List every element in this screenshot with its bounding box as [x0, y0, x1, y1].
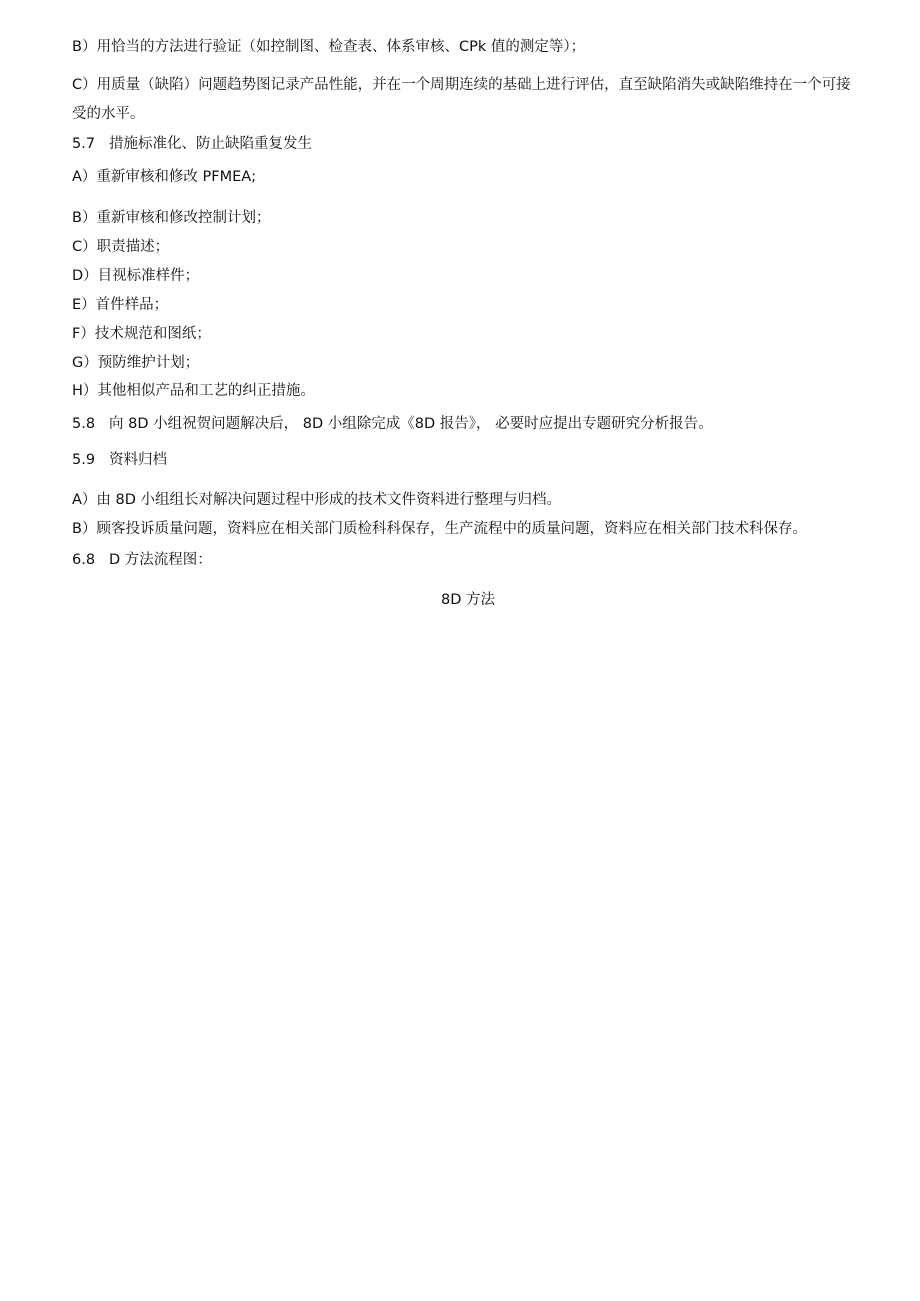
item-g-maintenance-plan: G）预防维护计划；	[72, 355, 200, 371]
section-5-8-paragraph	[72, 410, 713, 439]
section-title: 措施标准化、防止缺陷重复发生	[109, 136, 312, 152]
item-h-other-corrective: H）其他相似产品和工艺的纠正措施。	[72, 383, 315, 399]
item-e-first-article: E）首件样品；	[72, 297, 169, 313]
item-f-spec-drawings: F）技术规范和图纸；	[72, 326, 211, 342]
section-6-8-heading	[72, 546, 212, 575]
item-b-control-plan: B）重新审核和修改控制计划；	[72, 210, 271, 226]
item-a-archive: A）由 8D 小组组长对解决问题过程中形成的技术文件资料进行整理与归档。	[72, 492, 562, 508]
section-title: 资料归档	[109, 452, 167, 468]
section-number: 6.8	[72, 552, 96, 568]
item-d-visual-sample: D）目视标准样件；	[72, 268, 200, 284]
section-5-7-heading	[72, 130, 312, 159]
section-number: 5.8	[72, 416, 96, 432]
section-5-9-heading	[72, 446, 167, 475]
item-c-responsibility: C）职责描述；	[72, 239, 170, 255]
section-number: 5.7	[72, 136, 96, 152]
figure-title: 8D 方法	[441, 592, 495, 608]
item-b-verification: B）用恰当的方法进行验证（如控制图、检查表、体系审核、CPk 值的测定等）；	[72, 39, 586, 55]
item-a-pfmea: A）重新审核和修改 PFMEA;	[72, 169, 257, 185]
section-text: 向 8D 小组祝贺问题解决后， 8D 小组除完成《8D 报告》， 必要时应提出专题研究分析报告。	[109, 416, 713, 432]
section-title: D 方法流程图：	[109, 552, 212, 568]
item-c-trend-chart: C）用质量（缺陷）问题趋势图记录产品性能，并在一个周期连续的基础上进行评估，直至缺陷消失或缺陷维持在一个可接受的水平。	[72, 77, 851, 122]
item-b-storage: B）顾客投诉质量问题，资料应在相关部门质检科科保存，生产流程中的质量问题，资料应在相关部门技术科保存。	[72, 521, 807, 537]
section-number: 5.9	[72, 452, 96, 468]
